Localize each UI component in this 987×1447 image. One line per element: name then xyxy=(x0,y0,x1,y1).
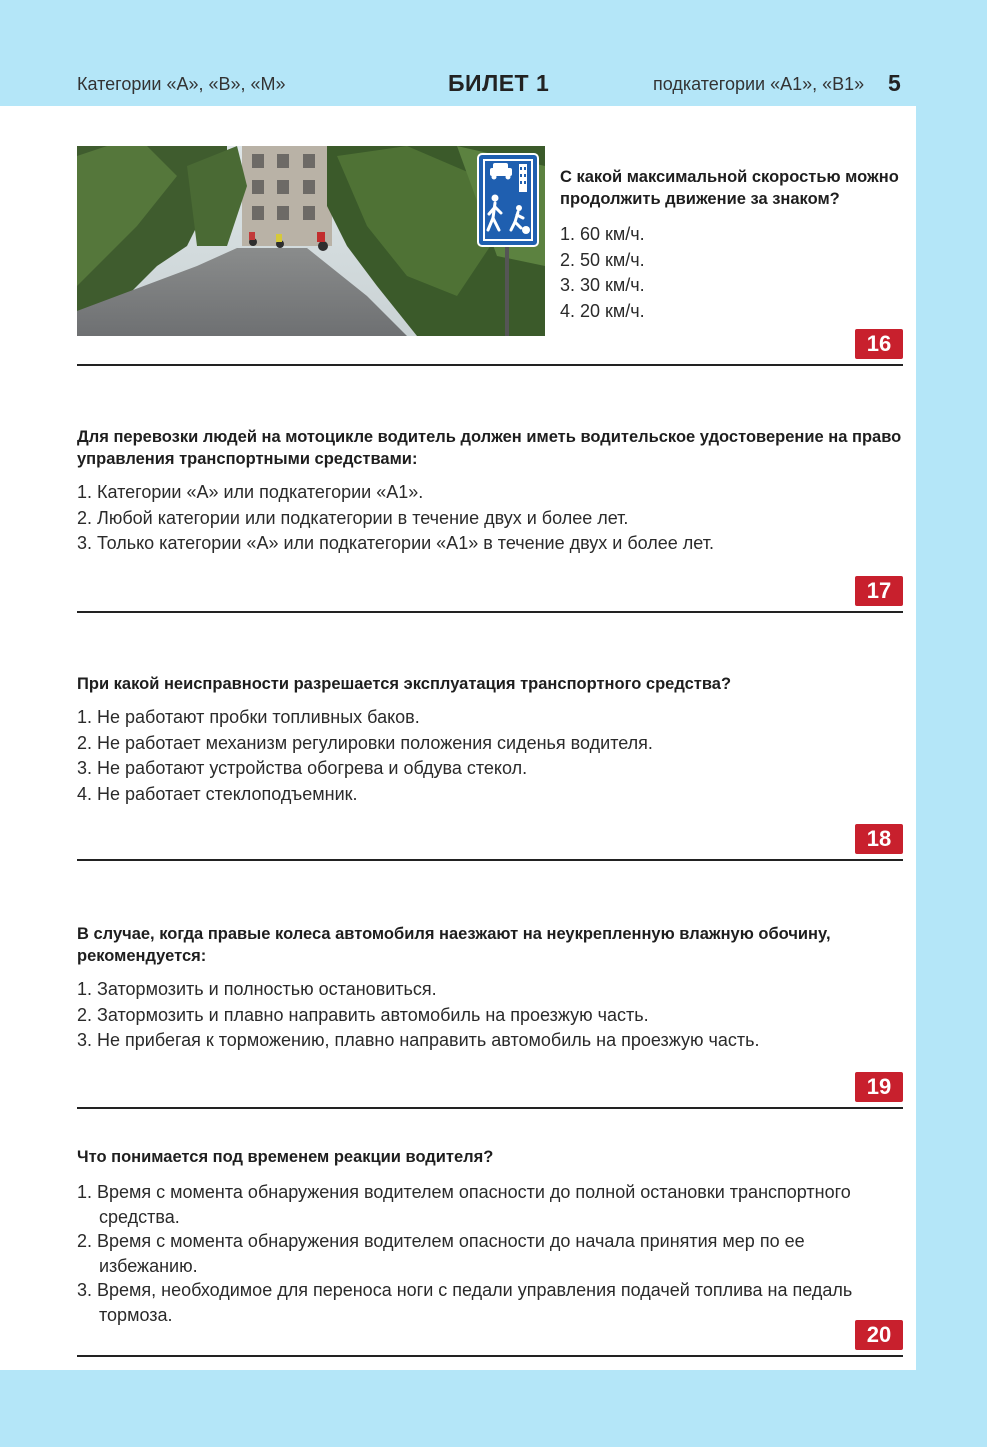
answer-list xyxy=(77,977,903,1054)
question-text: Что понимается под временем реакции водителя? xyxy=(77,1148,494,1166)
road-scene-illustration xyxy=(77,146,545,336)
question-16 xyxy=(560,166,905,324)
divider xyxy=(77,1355,903,1357)
answer-option[interactable]: 2. 50 км/ч. xyxy=(560,249,645,270)
ticket-title: БИЛЕТ 1 xyxy=(448,70,550,96)
answer-list xyxy=(77,480,903,557)
answer-list xyxy=(77,1180,903,1327)
answer-option[interactable]: 3. Время, необходимое для переноса ноги с педали управления подачей топлива на педаль тормоза. xyxy=(77,1280,853,1325)
answer-option[interactable]: 1. 60 км/ч. xyxy=(560,224,645,244)
question-number-badge: 16 xyxy=(855,329,903,359)
header-subcategories: подкатегории «А1», «В1» xyxy=(653,74,865,94)
question-number-badge: 18 xyxy=(855,824,903,854)
answer-list xyxy=(77,705,903,807)
question-number-badge: 17 xyxy=(855,576,903,606)
question-number-badge: 20 xyxy=(855,1320,903,1350)
question-17 xyxy=(77,426,903,557)
answer-option[interactable]: 4. Не работает стеклоподъемник. xyxy=(77,783,358,804)
question-text: С какой максимальной скоростью можно продолжить движение за знаком? xyxy=(560,168,899,208)
answer-option[interactable]: 2. Время с момента обнаружения водителем опасности до начала принятия мер по ее избежанию. xyxy=(77,1231,805,1276)
answer-option[interactable]: 1. Время с момента обнаружения водителем опасности до полной остановки транспортного средства. xyxy=(77,1182,851,1227)
page-number: 5 xyxy=(888,70,901,96)
question-18 xyxy=(77,673,903,807)
question-text: При какой неисправности разрешается эксплуатация транспортного средства? xyxy=(77,675,732,693)
question-19 xyxy=(77,923,903,1054)
question-text: Для перевозки людей на мотоцикле водитель должен иметь водительское удостоверение на право управления транспортными средствами: xyxy=(77,428,902,468)
divider xyxy=(77,1107,903,1109)
question-text: В случае, когда правые колеса автомобиля наезжают на неукрепленную влажную обочину, рекомендуется: xyxy=(77,925,831,965)
page-header xyxy=(0,60,987,106)
question-number-badge: 19 xyxy=(855,1072,903,1102)
answer-option[interactable]: 3. 30 км/ч. xyxy=(560,275,645,295)
answer-list xyxy=(560,222,905,324)
header-categories: Категории «А», «В», «М» xyxy=(77,74,286,94)
answer-option[interactable]: 2. Любой категории или подкатегории в течение двух и более лет. xyxy=(77,507,629,528)
answer-option[interactable]: 1. Затормозить и полностью остановиться. xyxy=(77,979,437,999)
answer-option[interactable]: 1. Не работают пробки топливных баков. xyxy=(77,707,420,727)
answer-option[interactable]: 4. 20 км/ч. xyxy=(560,300,645,321)
answer-option[interactable]: 3. Только категории «А» или подкатегории «А1» в течение двух и более лет. xyxy=(77,533,714,553)
answer-option[interactable]: 1. Категории «А» или подкатегории «А1». xyxy=(77,482,424,502)
divider xyxy=(77,611,903,613)
road-photo xyxy=(77,146,545,336)
answer-option[interactable]: 3. Не работают устройства обогрева и обдува стекол. xyxy=(77,758,528,778)
divider xyxy=(77,859,903,861)
divider xyxy=(77,364,903,366)
answer-option[interactable]: 2. Затормозить и плавно направить автомобиль на проезжую часть. xyxy=(77,1004,649,1025)
answer-option[interactable]: 2. Не работает механизм регулировки положения сиденья водителя. xyxy=(77,732,653,753)
question-20 xyxy=(77,1146,903,1327)
answer-option[interactable]: 3. Не прибегая к торможению, плавно направить автомобиль на проезжую часть. xyxy=(77,1030,760,1050)
